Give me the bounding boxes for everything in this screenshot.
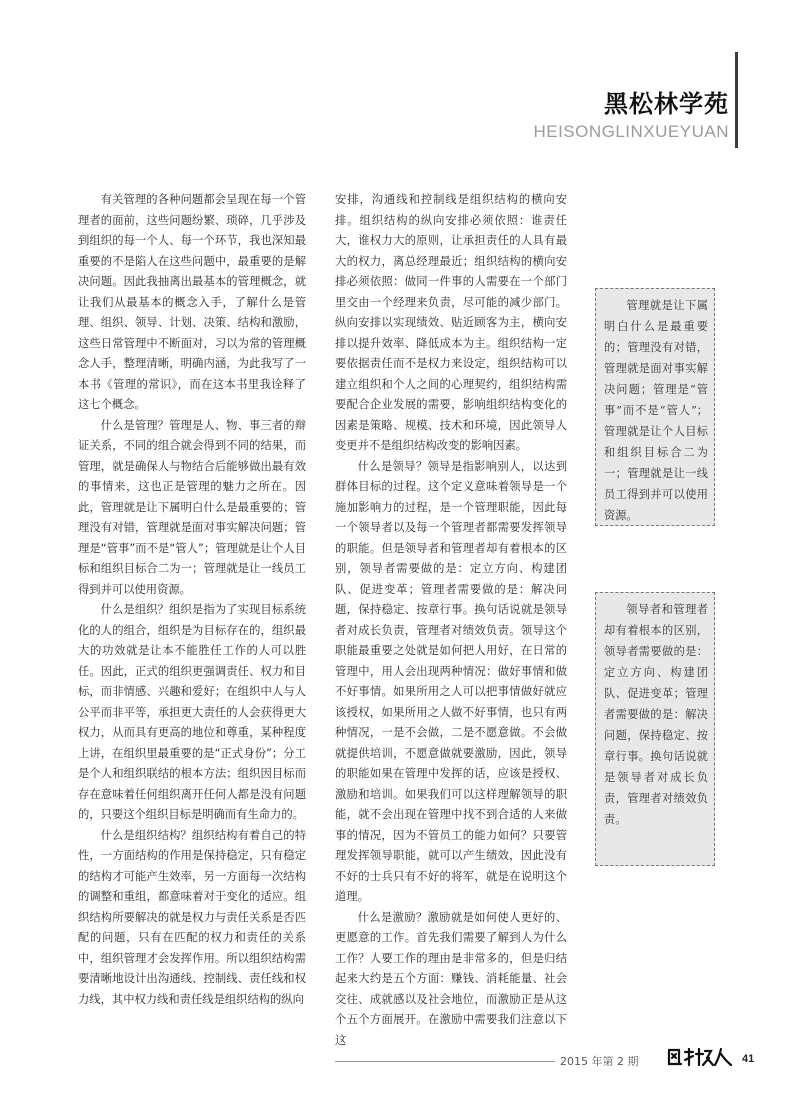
article-column-left — [78, 190, 306, 1010]
pullquote-management — [595, 288, 715, 526]
paragraph-leadership: 什么是领导？领导是指影响别人，以达到群体目标的过程。这个定义意味着领导是一个施加影响力的过程，是一个管理职能，因此每一个领导者以及每一个管理者都需要发挥领导的职能。但是领导者和管理者却有着根本的区别，领导者需要做的是：定立方向、构建团队、促进变革；管理者需要做的是：解决问题，保持稳定、按章行事。换句话说就是领导者对成长负责，管理者对绩效负责。领导这个职能最重要之处就是如何把人用好，在日常的管理中，用人会出现两种情况：做好事情和做不好事情。如果所用之人可以把事情做好就应该授权，如果所用之人做不好事情，也只有两种情况，一是不会做，二是不愿意做。不会做就提供培训，不愿意做就要激励，因此，领导的职能如果在管理中发挥的话，应该是授权、激励和培训。如果我们可以这样理解领导的职能，就不会出现在管理中找不到合适的人来做事的情况，因为不管员工的能力如何？只要管理发挥领导职能，就可以产生绩效，因此没有不好的士兵只有不好的将军，就是在说明这个道理。 — [335, 459, 567, 903]
issue-label: 2015 年第 2 期 — [560, 1055, 639, 1068]
article-column-right — [335, 190, 567, 1051]
section-title-pinyin: HEISONGLINXUEYUAN — [533, 122, 729, 141]
header-vertical-rule — [735, 52, 738, 148]
magazine-logo — [665, 1046, 735, 1068]
pullquote-text: 管理就是让下属明白什么是最重要的；管理没有对错，管理就是面对事实解决问题；管理是“管事”而不是“管人”；管理就是让个人目标和组织目标合二为一；管理就是让一线员工得到并可以使用资源。 — [604, 299, 708, 522]
page-footer — [0, 1050, 793, 1080]
paragraph-intro: 有关管理的各种问题都会呈现在每一个管理者的面前，这些问题纷繁、琐碎，几乎涉及到组织的每一个人、每一个环节，我也深知最重要的不是陷人在这些问题中，最重要的是解决问题。因此我抽离出最基本的管理概念，就让我们从最基本的概念入手，了解什么是管理、组织、领导、计划、决策、结构和激励，这些日常管理中不断面对，习以为常的管理概念人手，整理清晰，明确内涵，为此我写了一本书《管理的常识》，而在这本书里我诠释了这七个概念。 — [78, 193, 306, 411]
footer-divider — [335, 1061, 555, 1062]
pullquote-leadership — [595, 592, 715, 866]
paragraph-org-structure: 什么是组织结构？组织结构有着自己的特性，一方面结构的作用是保持稳定，只有稳定的结构才可能产生效率，另一方面每一次结构的调整和重组，都意味着对于变化的适应。组织结构所要解决的就是权力与责任关系是否匹配的问题，只有在匹配的权力和责任的关系中，组织管理才会发挥作用。所以组织结构需要清晰地设计出沟通线、控制线、责任线和权力线，其中权力线和责任线是组织结构的纵向 — [78, 828, 306, 1006]
section-title: 黑松林学苑 — [604, 90, 729, 118]
pullquote-text: 领导者和管理者却有着根本的区别，领导者需要做的是：定立方向、构建团队、促进变革；管理者需要做的是：解决问题，保持稳定、按章行事。换句话说就是领导者对成长负责，管理者对绩效负责。 — [604, 603, 708, 826]
page-number: 41 — [742, 1053, 755, 1065]
paragraph-organization: 什么是组织？组织是指为了实现目标系统化的人的组合，组织是为目标存在的，组织最大的功效就是让本不能胜任工作的人可以胜任。因此，正式的组织更强调责任、权力和目标，而非情感、兴趣和爱好；在组织中人与人公平而非平等，承担更大责任的人会获得更大权力，从而具有更高的地位和尊重，某种程度上讲，在组织里最重要的是“正式身份”；分工是个人和组织联结的根本方法；组织因目标而存在意味着任何组织离开任何人都是没有问题的，只要这个组织目标是明确而有生命力的。 — [78, 603, 306, 821]
paragraph-structure-continued: 安排，沟通线和控制线是组织结构的横向安排。组织结构的纵向安排必须依照：谁责任大，谁权力大的原则，让承担责任的人具有最大的权力，离总经理最近；组织结构的横向安排必须依照：做同一件事的人需要在一个部门里交由一个经理来负责，尽可能的减少部门。纵向安排以实现绩效、贴近顾客为主，横向安排以提升效率、降低成本为主。组织结构一定要依据责任而不是权力来设定，组织结构可以建立组织和个人之间的心理契约，组织结构需要配合企业发展的需要，影响组织结构变化的因素是策略、规模、技术和环境，因此领导人变更并不是组织结构改变的影响因素。 — [335, 193, 567, 452]
paragraph-management: 什么是管理？管理是人、物、事三者的辩证关系，不同的组合就会得到不同的结果，而管理，就是确保人与物结合后能够做出最有效的事情来，这也正是管理的魅力之所在。因此，管理就是让下属明白什么是最重要的；管理没有对错，管理就是面对事实解决问题；管理是“管事”而不是“管人”；管理就是让个人目标和组织目标合二为一；管理就是让一线员工得到并可以使用资源。 — [78, 418, 306, 596]
paragraph-motivation: 什么是激励？激励就是如何使人更好的、更愿意的工作。首先我们需要了解到人为什么工作？人要工作的理由是非常多的，但是归结起来大约是五个方面：赚钱、消耗能量、社会交往、成就感以及社会地位，而激励正是从这个五个方面展开。在激励中需要我们注意以下这 — [335, 910, 567, 1047]
